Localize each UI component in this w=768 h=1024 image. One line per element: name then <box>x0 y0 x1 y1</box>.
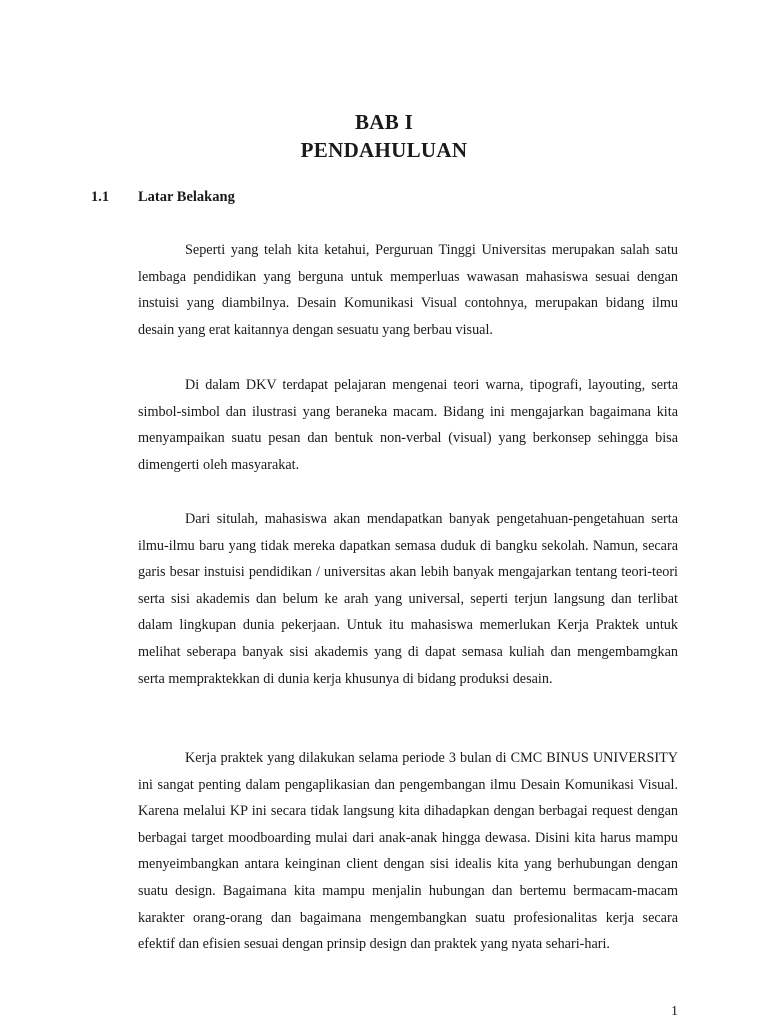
paragraph-text: Seperti yang telah kita ketahui, Perguruan Tinggi Universitas merupakan salah satu lembaga pendidikan yang berguna untuk memperluas wawasan mahasiswa sesuai dengan instuisi yang diambilnya. Desain Komunikasi Visual contohnya, merupakan bidang ilmu desain yang erat kaitannya dengan sesuatu yang berbau visual. <box>138 242 678 338</box>
chapter-title: PENDAHULUAN <box>300 138 468 162</box>
paragraph-text: Di dalam DKV terdapat pelajaran mengenai teori warna, tipografi, layouting, serta simbol-simbol dan ilustrasi yang beraneka macam. Bidang ini mengajarkan bagaimana kita menyampaikan suatu pesan dan bentuk non-verbal (visual) yang berkonsep sehingga bisa dimengerti oleh masyarakat. <box>138 377 678 473</box>
chapter-number: BAB I <box>354 110 414 134</box>
section-number: 1.1 <box>91 189 110 205</box>
section-title: Latar Belakang <box>138 189 235 205</box>
paragraph-text: Dari situlah, mahasiswa akan mendapatkan banyak pengetahuan-pengetahuan serta ilmu-ilmu baru yang tidak mereka dapatkan semasa duduk di bangku sekolah. Namun, secara garis besar instuisi pendidikan / universitas akan lebih banyak mengajarkan tentang teori-teori serta sisi akademis dan belum ke arah yang universal, seperti terjun langsung dan terlibat dalam lingkupan dunia pekerjaan. Untuk itu mahasiswa memerlukan Kerja Praktek untuk melihat seberapa banyak sisi akademis yang di dapat semasa kuliah dan mengembamgkan serta mempraktekkan di dunia kerja khusunya di bidang produksi desain. <box>138 511 678 687</box>
paragraph-text: Kerja praktek yang dilakukan selama periode 3 bulan di CMC BINUS UNIVERSITY ini sangat penting dalam pengaplikasian dan pengembangan ilmu Desain Komunikasi Visual. Karena melalui KP ini secara tidak langsung kita dihadapkan dengan berbagai request dengan berbagai target moodboarding mulai dari anak-anak hingga dewasa. Disini kita harus mampu menyeimbangkan antara keinginan client dengan sisi idealis kita yang berhubungan dengan suatu design. Bagaimana kita mampu menjalin hubungan dan bertemu bermacam-macam karakter orang-orang dan bagaimana mengembangkan suatu profesionalitas kerja secara efektif dan efisien sesuai dengan prinsip design dan praktek yang nyata sehari-hari. <box>138 750 678 953</box>
paragraph-4 <box>138 745 678 958</box>
paragraph-3 <box>138 506 678 692</box>
page-number: 1 <box>671 1004 678 1019</box>
paragraph-2 <box>138 372 678 478</box>
section-heading <box>91 189 235 206</box>
paragraph-1 <box>138 237 678 343</box>
